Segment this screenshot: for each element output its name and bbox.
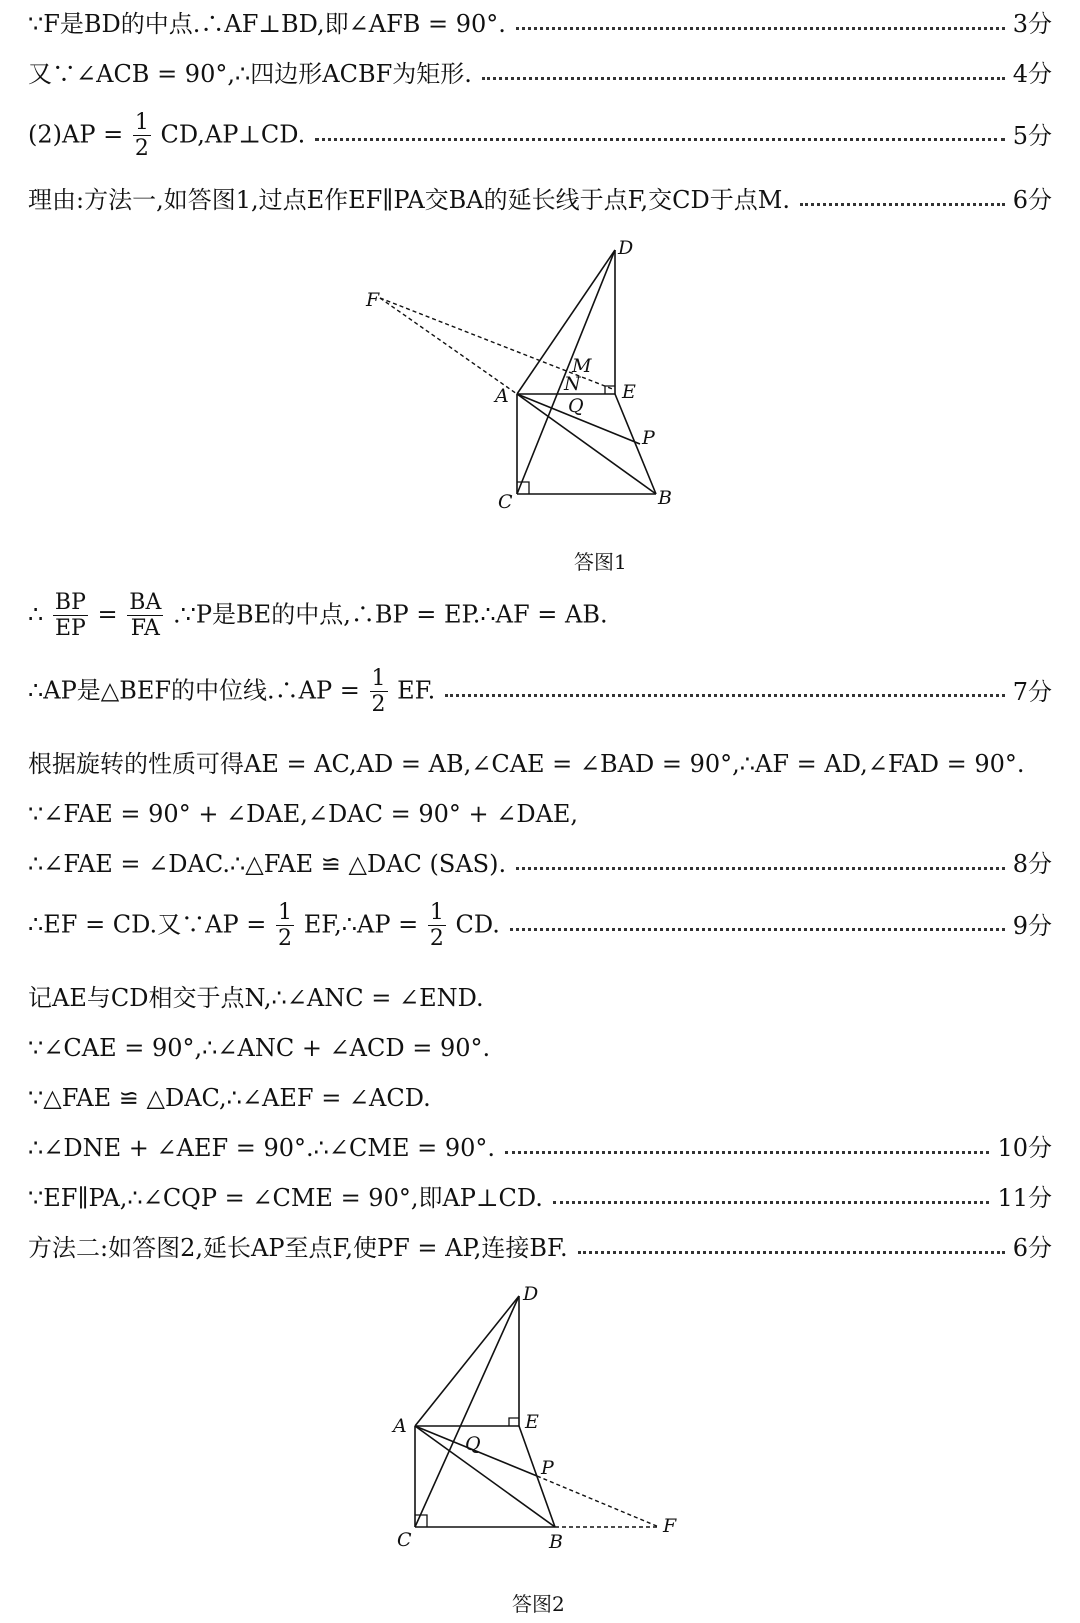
line-text: ∴EF = CD.又∵AP = $\frac{1}{2}$ EF,∴AP = $\frac{1}{2}$ CD.: [28, 900, 500, 952]
label-P: P: [541, 1457, 554, 1479]
figure-2-diagram: [385, 1282, 715, 1557]
line-text: ∵F是BD的中点.∴AF⊥BD,即∠AFB = 90°.: [28, 10, 506, 38]
solution-line-12: [28, 1036, 1052, 1060]
leader-dots: [578, 1251, 1005, 1254]
line-text: 方法二:如答图2,延长AP至点F,使PF = AP,连接BF.: [28, 1234, 568, 1262]
label-P: P: [642, 427, 655, 449]
solution-line-5: [28, 590, 1052, 642]
leader-dots: [445, 694, 1005, 697]
score-label: 8分: [1012, 850, 1052, 878]
figure-2: [385, 1282, 715, 1557]
solution-line-9: [28, 852, 1052, 876]
dashed-PF: [537, 1476, 659, 1527]
label-D: D: [618, 237, 634, 259]
solution-line-6: [28, 666, 1052, 718]
solution-line-2: [28, 62, 1052, 86]
line-text: ∴AP是△BEF的中位线.∴AP = $\frac{1}{2}$ EF.: [28, 666, 436, 718]
label-E: E: [525, 1411, 539, 1433]
label-Q: Q: [568, 395, 584, 417]
line-text: ∴∠DNE + ∠AEF = 90°.∴∠CME = 90°.: [28, 1134, 496, 1162]
segment-AB: [415, 1426, 555, 1527]
label-C: C: [498, 491, 513, 513]
line-text: 理由:方法一,如答图1,过点E作EF∥PA交BA的延长线于点F,交CD于点M.: [28, 186, 790, 214]
line-text: ∵△FAE ≌ △DAC,∴∠AEF = ∠ACD.: [28, 1084, 431, 1112]
label-F: F: [366, 289, 380, 311]
label-B: B: [658, 487, 672, 509]
label-E: E: [622, 381, 636, 403]
label-F: F: [663, 1515, 677, 1537]
leader-dots: [315, 138, 1004, 141]
solution-line-16: [28, 1236, 1052, 1260]
line-text: ∵∠FAE = 90° + ∠DAE,∠DAC = 90° + ∠DAE,: [28, 800, 579, 828]
leader-dots: [516, 867, 1005, 870]
fraction: $\frac{1}{2}$: [371, 666, 386, 718]
label-M: M: [572, 355, 592, 377]
line-text: ∵EF∥PA,∴∠CQP = ∠CME = 90°,即AP⊥CD.: [28, 1184, 543, 1212]
label-Q: Q: [465, 1433, 481, 1455]
score-label: 6分: [1012, 1234, 1052, 1262]
line-text: 根据旋转的性质可得AE = AC,AD = AB,∠CAE = ∠BAD = 90°,∴AF = AD,∠FAD = 90°.: [28, 750, 1025, 778]
solution-line-13: [28, 1086, 1052, 1110]
leader-dots: [516, 27, 1005, 30]
line-text: ∴ $\frac{BP}{EP}$ = $\frac{BA}{FA}$ .∵P是BE的中点,∴BP = EP.∴AF = AB.: [28, 590, 608, 642]
fraction: $\frac{BA}{FA}$: [129, 590, 162, 642]
fraction: $\frac{BP}{EP}$: [54, 590, 86, 642]
fraction: $\frac{1}{2}$: [278, 900, 293, 952]
figure-1-caption: 答图1: [574, 550, 627, 574]
solution-line-14: [28, 1136, 1052, 1160]
label-A: A: [393, 1415, 407, 1437]
right-angle-E: [509, 1418, 519, 1426]
score-label: 6分: [1012, 186, 1052, 214]
segment-AD: [415, 1296, 519, 1426]
leader-dots: [553, 1201, 990, 1204]
figure-1-diagram: [350, 232, 710, 522]
label-C: C: [397, 1529, 412, 1551]
line-text: (2)AP = $\frac{1}{2}$ CD,AP⊥CD.: [28, 110, 306, 162]
segment-CD: [415, 1296, 519, 1527]
label-D: D: [523, 1283, 539, 1305]
solution-line-1: [28, 12, 1052, 36]
label-B: B: [549, 1531, 563, 1553]
score-label: 7分: [1012, 677, 1052, 706]
figure-2-caption: 答图2: [512, 1592, 565, 1616]
solution-line-4: [28, 188, 1052, 212]
line-text: 又∵∠ACB = 90°,∴四边形ACBF为矩形.: [28, 60, 472, 88]
solution-line-3: [28, 110, 1052, 162]
leader-dots: [510, 928, 1005, 931]
leader-dots: [482, 77, 1005, 80]
score-label: 10分: [997, 1134, 1052, 1162]
fraction: $\frac{1}{2}$: [429, 900, 444, 952]
line-text: ∵∠CAE = 90°,∴∠ANC + ∠ACD = 90°.: [28, 1034, 491, 1062]
leader-dots: [505, 1151, 989, 1154]
leader-dots: [800, 203, 1005, 206]
line-text: 记AE与CD相交于点N,∴∠ANC = ∠END.: [28, 984, 484, 1012]
solution-line-15: [28, 1186, 1052, 1210]
score-label: 9分: [1012, 911, 1052, 940]
score-label: 4分: [1012, 60, 1052, 88]
dashed-FA: [380, 298, 517, 394]
score-label: 11分: [997, 1184, 1052, 1212]
solution-line-8: [28, 802, 1052, 826]
fraction: $\frac{1}{2}$: [134, 110, 149, 162]
solution-line-11: [28, 986, 1052, 1010]
right-angle-E: [605, 386, 615, 394]
solution-line-7: [28, 752, 1052, 776]
label-N: N: [564, 373, 581, 395]
line-text: ∴∠FAE = ∠DAC.∴△FAE ≌ △DAC (SAS).: [28, 850, 507, 878]
label-A: A: [495, 385, 509, 407]
score-label: 5分: [1012, 121, 1052, 150]
figure-1: [350, 232, 710, 522]
right-angle-C: [415, 1515, 427, 1527]
solution-line-10: [28, 900, 1052, 952]
score-label: 3分: [1012, 10, 1052, 38]
